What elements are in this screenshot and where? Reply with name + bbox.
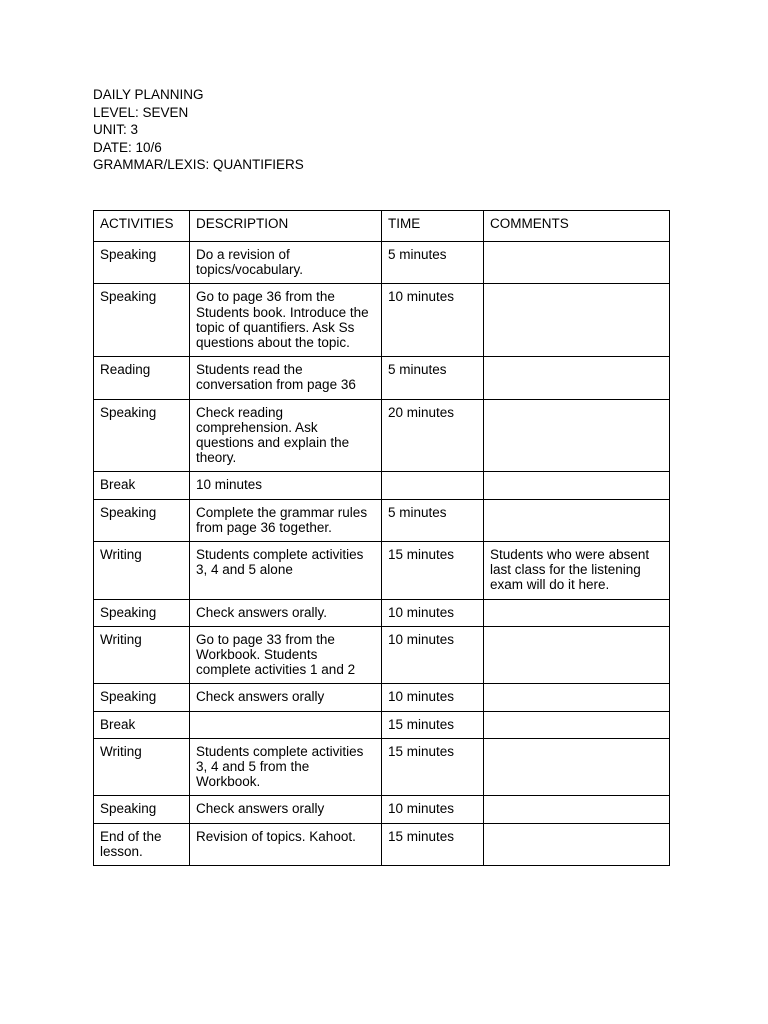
comments-cell: Students who were absent last class for the listening exam will do it here.: [484, 542, 670, 600]
description-cell: Revision of topics. Kahoot.: [190, 823, 382, 865]
comments-cell: [484, 242, 670, 284]
grammar-lexis-line: GRAMMAR/LEXIS: QUANTIFIERS: [93, 157, 304, 173]
activity-cell: Speaking: [94, 499, 190, 541]
unit-line: UNIT: 3: [93, 122, 139, 138]
time-cell: 20 minutes: [382, 399, 484, 472]
level-line: LEVEL: SEVEN: [93, 104, 189, 120]
table-row: [94, 711, 670, 738]
table-row: [94, 738, 670, 796]
comments-cell: [484, 684, 670, 711]
description-cell: Go to page 36 from the Students book. Introduce the topic of quantifiers. Ask Ss questions about the topic.: [190, 284, 382, 357]
table-row: [94, 399, 670, 472]
time-cell: 5 minutes: [382, 499, 484, 541]
description-cell: Students complete activities 3, 4 and 5 from the Workbook.: [190, 738, 382, 796]
time-cell: 15 minutes: [382, 738, 484, 796]
activity-cell: Speaking: [94, 399, 190, 472]
description-cell: Go to page 33 from the Workbook. Students complete activities 1 and 2: [190, 626, 382, 684]
description-cell: Check answers orally: [190, 684, 382, 711]
table-row: [94, 626, 670, 684]
time-cell: 15 minutes: [382, 711, 484, 738]
comments-cell: [484, 626, 670, 684]
table-row: [94, 242, 670, 284]
table-row: [94, 684, 670, 711]
comments-cell: [484, 823, 670, 865]
time-cell: 10 minutes: [382, 796, 484, 823]
time-cell: 5 minutes: [382, 357, 484, 399]
time-cell: 15 minutes: [382, 823, 484, 865]
comments-cell: [484, 711, 670, 738]
description-cell: [190, 711, 382, 738]
description-cell: Do a revision of topics/vocabulary.: [190, 242, 382, 284]
activity-cell: Writing: [94, 626, 190, 684]
comments-cell: [484, 472, 670, 499]
date-line: DATE: 10/6: [93, 139, 162, 155]
column-header-activities: ACTIVITIES: [94, 211, 190, 242]
activity-cell: Writing: [94, 738, 190, 796]
activity-cell: Break: [94, 711, 190, 738]
time-cell: 5 minutes: [382, 242, 484, 284]
time-cell: 10 minutes: [382, 284, 484, 357]
time-cell: 10 minutes: [382, 684, 484, 711]
activities-table: [93, 210, 670, 866]
description-cell: Check answers orally: [190, 796, 382, 823]
comments-cell: [484, 357, 670, 399]
activity-cell: Writing: [94, 542, 190, 600]
table-row: [94, 599, 670, 626]
activity-cell: Break: [94, 472, 190, 499]
description-cell: Students read the conversation from page 36: [190, 357, 382, 399]
table-row: [94, 284, 670, 357]
description-cell: Check answers orally.: [190, 599, 382, 626]
description-cell: Check reading comprehension. Ask questions and explain the theory.: [190, 399, 382, 472]
comments-cell: [484, 399, 670, 472]
description-cell: 10 minutes: [190, 472, 382, 499]
comments-cell: [484, 284, 670, 357]
activity-cell: Reading: [94, 357, 190, 399]
activity-cell: Speaking: [94, 242, 190, 284]
table-row: [94, 357, 670, 399]
activity-cell: Speaking: [94, 599, 190, 626]
column-header-time: TIME: [382, 211, 484, 242]
time-cell: 15 minutes: [382, 542, 484, 600]
table-row: [94, 823, 670, 865]
activity-cell: Speaking: [94, 684, 190, 711]
activity-cell: Speaking: [94, 796, 190, 823]
comments-cell: [484, 599, 670, 626]
table-row: [94, 542, 670, 600]
column-header-comments: COMMENTS: [484, 211, 670, 242]
column-header-description: DESCRIPTION: [190, 211, 382, 242]
description-cell: Students complete activities 3, 4 and 5 alone: [190, 542, 382, 600]
table-row: [94, 472, 670, 499]
activity-cell: End of the lesson.: [94, 823, 190, 865]
time-cell: [382, 472, 484, 499]
activity-cell: Speaking: [94, 284, 190, 357]
plan-header: [93, 86, 304, 174]
document-title: DAILY PLANNING: [93, 87, 204, 102]
table-row: [94, 499, 670, 541]
table-row: [94, 796, 670, 823]
comments-cell: [484, 796, 670, 823]
comments-cell: [484, 738, 670, 796]
description-cell: Complete the grammar rules from page 36 together.: [190, 499, 382, 541]
time-cell: 10 minutes: [382, 626, 484, 684]
comments-cell: [484, 499, 670, 541]
table-header-row: [94, 211, 670, 242]
time-cell: 10 minutes: [382, 599, 484, 626]
